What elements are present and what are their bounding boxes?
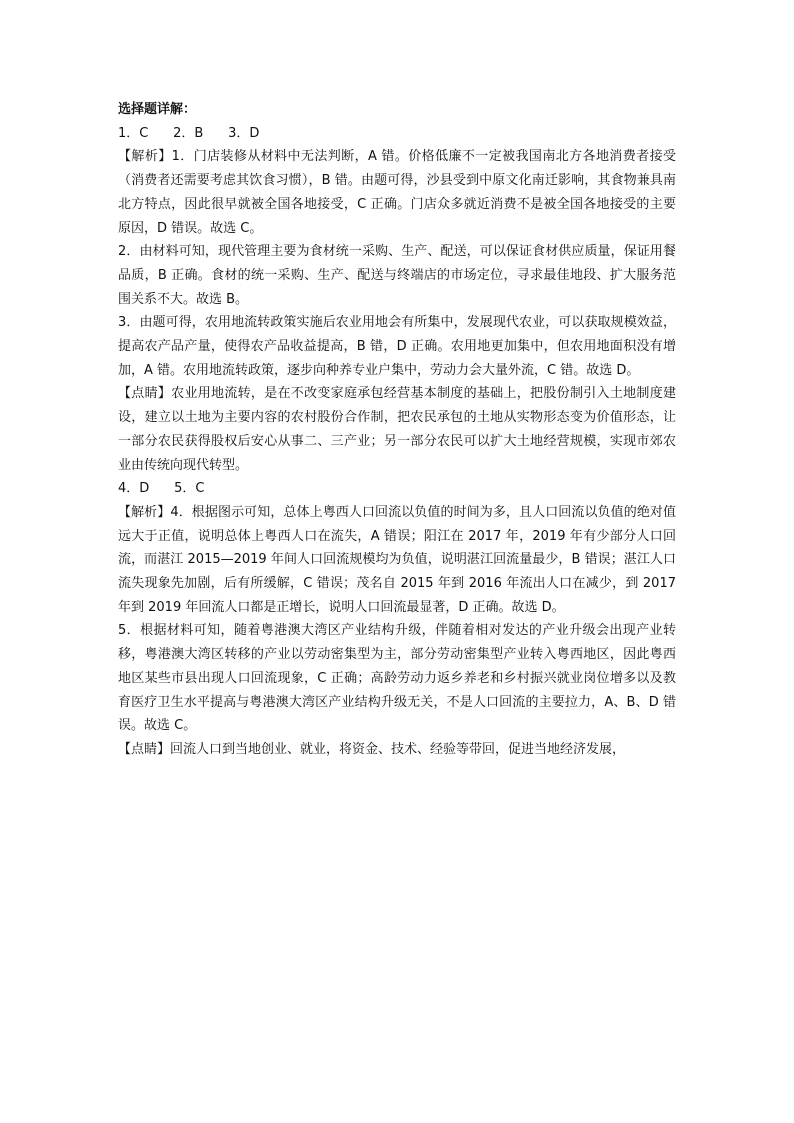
explanation-q2: 2．由材料可知，现代管理主要为食材统一采购、生产、配送，可以保证食材供应质量，保证用餐品质，B 正确。食材的统一采购、生产、配送与终端店的市场定位，寻求最佳地段、扩大服务范围关系不大。故选 B。 <box>118 244 676 307</box>
section-heading: 选择题详解： <box>118 102 197 117</box>
explanation-q5: 5．根据材料可知，随着粤港澳大湾区产业结构升级，伴随着相对发达的产业升级会出现产业转移，粤港澳大湾区转移的产业以劳动密集型为主，部分劳动密集型产业转入粤西地区，因此粤西地区某些市县出现人口回流现象，C 正确；高龄劳动力返乡养老和乡村振兴就业岗位增多以及教育医疗卫生水平提高与粤港澳大湾区产业结构升级无关，不是人口回流的主要拉力，A、B、D 错误。故选 C。 <box>118 623 676 734</box>
key-point-1-3: 【点睛】农业用地流转，是在不改变家庭承包经营基本制度的基础上，把股份制引入土地制度建设，建立以土地为主要内容的农村股份合作制，把农民承包的土地从实物形态变为价值形态，让一部分农民获得股权后安心从事二、三产业；另一部分农民可以扩大土地经营规模，实现市郊农业由传统向现代转型。 <box>118 386 676 473</box>
explanation-q4: 【解析】4．根据图示可知，总体上粤西人口回流以负值的时间为多，且人口回流以负值的绝对值远大于正值，说明总体上粤西人口在流失，A 错误；阳江在 2017 年，2019 年有少部分人口回流，而湛江 2015—2019 年间人口回流规模均为负值，说明湛江回流量最少，B 错误；湛江人口流失现象先加剧，后有所缓解，C 错误；茂名自 2015 年到 2016 年流出人口在减少，到 2017 年到 2019 年回流人口都是正增长，说明人口回流最显著，D 正确。故选 D。 <box>118 504 676 615</box>
document-page <box>118 98 676 762</box>
explanation-q1: 【解析】1．门店装修从材料中无法判断，A 错。价格低廉不一定被我国南北方各地消费者接受（消费者还需要考虑其饮食习惯），B 错。由题可得，沙县受到中原文化南迁影响，其食物兼具南北方特点，因此很早就被全国各地接受，C 正确。门店众多就近消费不是被全国各地接受的主要原因，D 错误。故选 C。 <box>118 149 676 236</box>
key-point-4-5: 【点睛】回流人口到当地创业、就业，将资金、技术、经验等带回，促进当地经济发展， <box>118 741 626 757</box>
answers-4-5: 4．D 5．C <box>118 481 205 497</box>
explanation-q3: 3．由题可得，农用地流转政策实施后农业用地会有所集中，发展现代农业，可以获取规模效益，提高农产品产量，使得农产品收益提高，B 错，D 正确。农用地更加集中，但农用地面积没有增加，A 错。农用地流转政策，逐步向种养专业户集中，劳动力会大量外流，C 错。故选 D。 <box>118 315 676 378</box>
answers-1-3: 1．C 2．B 3．D <box>118 125 260 141</box>
